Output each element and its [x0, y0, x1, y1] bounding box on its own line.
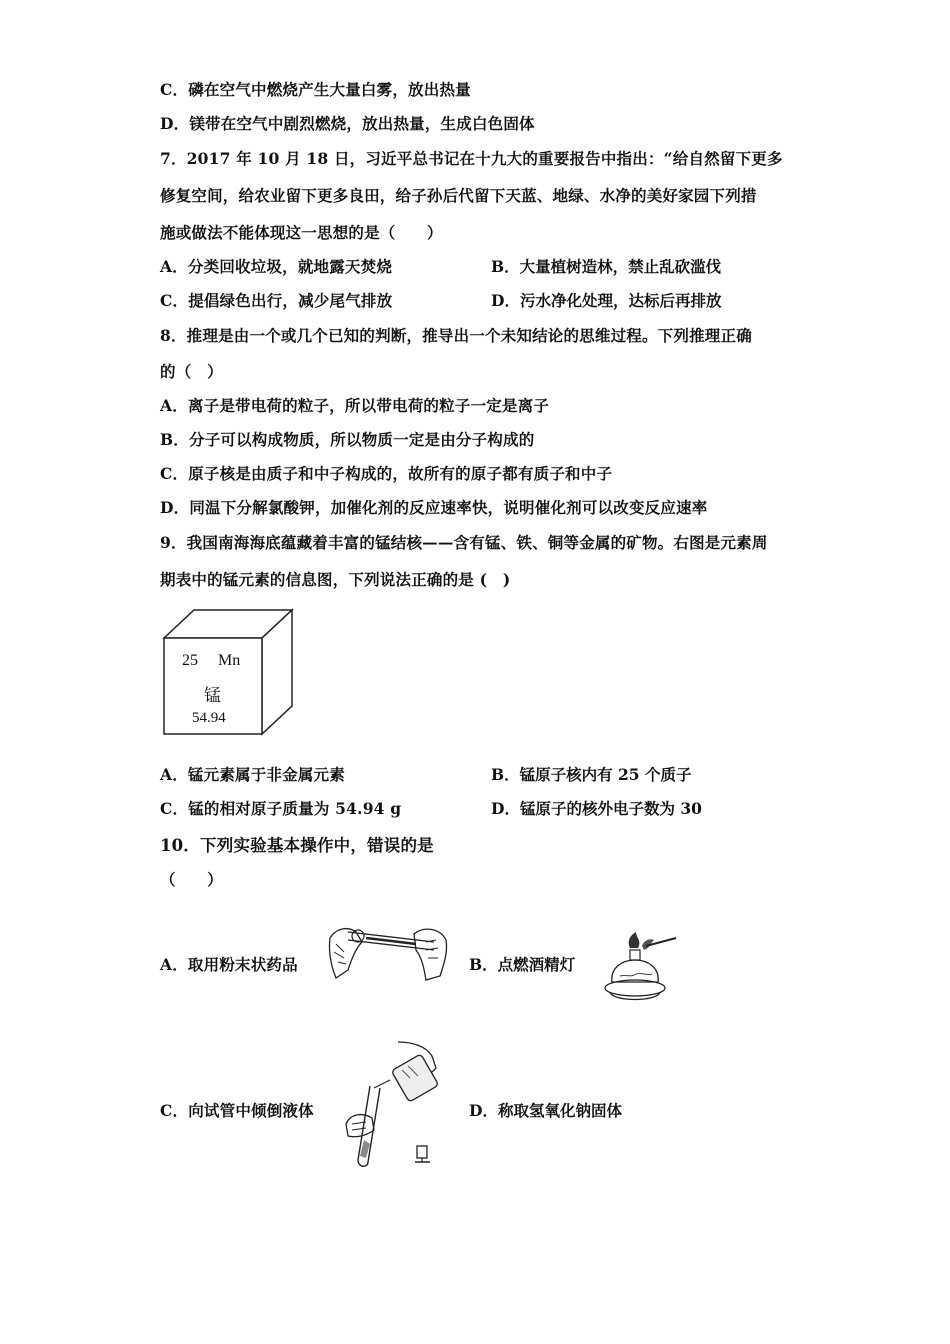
- powder-sampling-illustration: [322, 918, 452, 984]
- question-8-option-a: A．离子是带电荷的粒子，所以带电荷的粒子一定是离子: [160, 396, 550, 415]
- question-10-option-d: D．称取氢氧化钠固体: [469, 1101, 622, 1120]
- question-8-option-d: D．同温下分解氯酸钾，加催化剂的反应速率快，说明催化剂可以改变反应速率: [160, 498, 708, 517]
- element-cube-outline: [160, 608, 300, 738]
- question-9-line-2: 期表中的锰元素的信息图，下列说法正确的是 ( ): [160, 570, 511, 589]
- question-8-option-b: B．分子可以构成物质，所以物质一定是由分子构成的: [160, 430, 535, 449]
- question-7-option-d: D．污水净化处理，达标后再排放: [491, 291, 722, 310]
- question-8-line-1: 8．推理是由一个或几个已知的判断，推导出一个未知结论的思维过程。下列推理正确: [160, 326, 752, 345]
- question-10-option-b: B．点燃酒精灯: [469, 955, 576, 974]
- question-7-line-1: 7．2017 年 10 月 18 日，习近平总书记在十九大的重要报告中指出：“给自然留下更多: [160, 149, 783, 168]
- question-9-option-d: D．锰原子的核外电子数为 30: [491, 799, 702, 818]
- question-7-option-c: C．提倡绿色出行，减少尾气排放: [160, 291, 393, 310]
- atomic-number: 25: [182, 652, 198, 669]
- question-9-option-b: B．锰原子核内有 25 个质子: [491, 765, 692, 784]
- question-9-option-a: A．锰元素属于非金属元素: [160, 765, 345, 784]
- alcohol-lamp-illustration: [600, 930, 680, 1010]
- question-8-option-c: C．原子核是由质子和中子构成的，故所有的原子都有质子和中子: [160, 464, 613, 483]
- question-10-option-c: C．向试管中倾倒液体: [160, 1101, 314, 1120]
- question-9-option-c: C．锰的相对原子质量为 54.94 g: [160, 799, 402, 818]
- question-7-line-3: 施或做法不能体现这一思想的是（ ）: [160, 223, 443, 242]
- atomic-mass: 54.94: [192, 710, 226, 726]
- balance-illustration: [414, 1144, 432, 1166]
- element-name: 锰: [204, 686, 221, 706]
- element-symbol: Mn: [218, 652, 241, 669]
- question-7-option-b: B．大量植树造林，禁止乱砍滥伐: [491, 257, 722, 276]
- liquid-pouring-illustration: [340, 1040, 450, 1168]
- question-7-option-a: A．分类回收垃圾，就地露天焚烧: [160, 257, 393, 276]
- question-8-line-2: 的（ ）: [160, 362, 223, 381]
- question-10-line-2: （ ）: [160, 870, 223, 889]
- question-9-line-1: 9．我国南海海底蕴藏着丰富的锰结核——含有锰、铁、铜等金属的矿物。右图是元素周: [160, 533, 768, 552]
- line-d-magnesium: D．镁带在空气中剧烈燃烧，放出热量，生成白色固体: [160, 114, 535, 133]
- question-10-line-1: 10．下列实验基本操作中，错误的是: [160, 836, 434, 855]
- line-c-phosphorus: C．磷在空气中燃烧产生大量白雾，放出热量: [160, 80, 471, 99]
- manganese-element-card: [160, 608, 300, 738]
- question-7-line-2: 修复空间，给农业留下更多良田，给子孙后代留下天蓝、地绿、水净的美好家园下列措: [160, 186, 757, 205]
- question-10-option-a: A．取用粉末状药品: [160, 955, 298, 974]
